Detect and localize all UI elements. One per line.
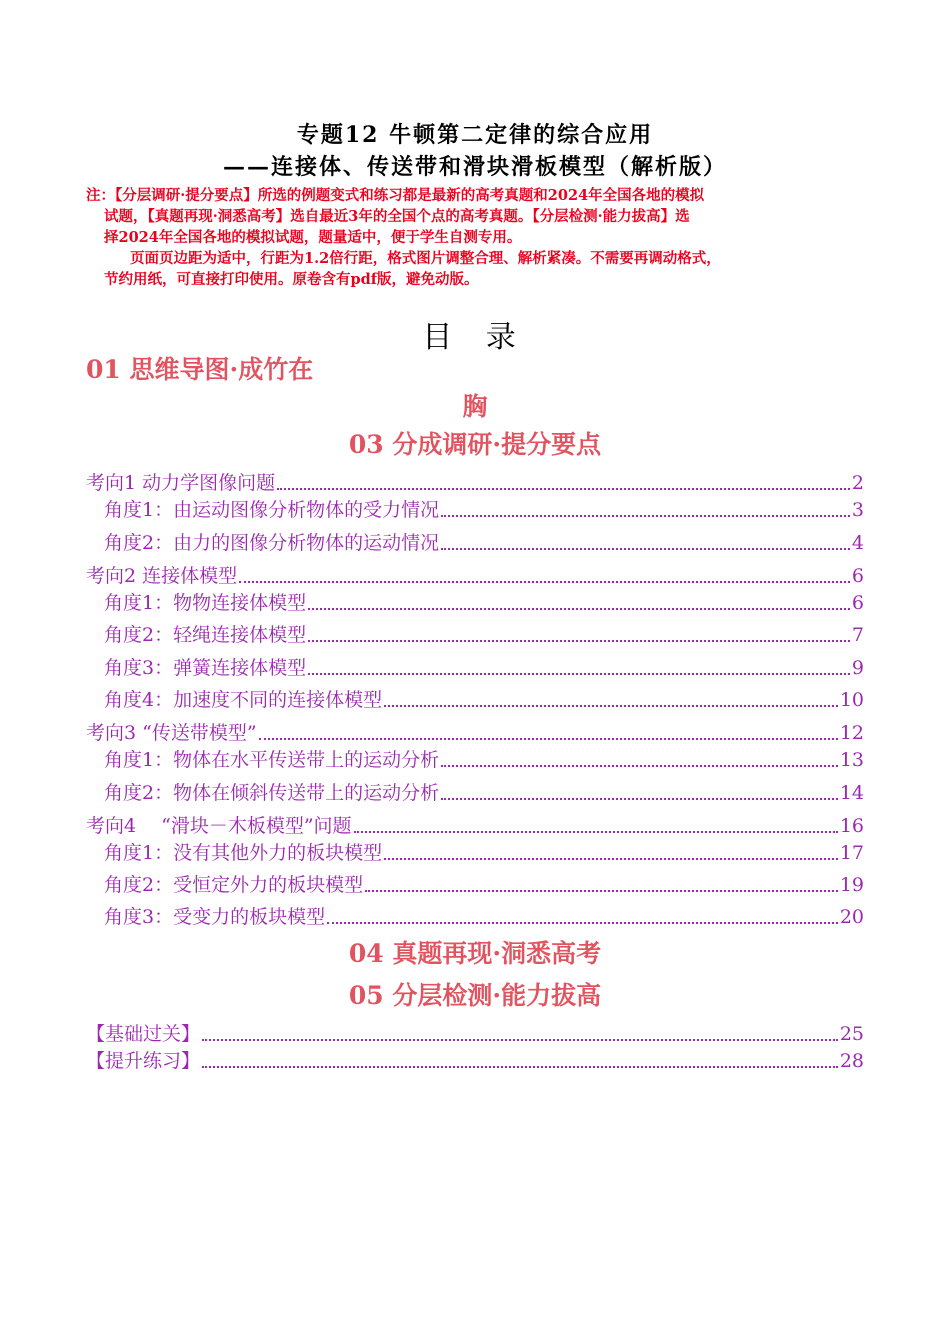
toc-entry-label: 角度1：物物连接体模型 xyxy=(104,592,307,614)
toc-entry[interactable] xyxy=(104,653,864,680)
toc-entry-page: 20 xyxy=(839,906,864,928)
toc-leader-dots xyxy=(327,922,838,924)
toc-entry-label: 角度2：轻绳连接体模型 xyxy=(104,624,307,646)
toc-entry-page: 9 xyxy=(851,657,864,679)
toc-entry-label: 角度3：受变力的板块模型 xyxy=(104,906,326,928)
toc-entry[interactable] xyxy=(86,1019,864,1046)
toc-entry[interactable] xyxy=(104,685,864,712)
toc-section-05[interactable]: 05 分层检测·能力拔高 xyxy=(348,981,602,1010)
toc-entry[interactable] xyxy=(86,811,864,838)
toc-entry-page: 6 xyxy=(851,592,864,614)
document-subtitle: ——连接体、传送带和滑块滑板模型（解析版） xyxy=(222,154,727,180)
toc-entry[interactable] xyxy=(104,745,864,772)
toc-leader-dots xyxy=(202,1039,838,1041)
toc-entry-label: 考向4 “滑块－木板模型”问题 xyxy=(86,815,352,837)
toc-entry-label: 角度2：物体在倾斜传送带上的运动分析 xyxy=(104,782,440,804)
toc-entry-page: 7 xyxy=(851,624,864,646)
toc-leader-dots xyxy=(441,798,838,800)
toc-entry[interactable] xyxy=(86,718,864,745)
toc-entry[interactable] xyxy=(86,1046,864,1073)
toc-entry-page: 12 xyxy=(839,722,864,744)
toc-leader-dots xyxy=(384,705,838,707)
toc-entry-page: 10 xyxy=(839,689,864,711)
toc-leader-dots xyxy=(441,765,838,767)
note-line: 注：【分层调研·提分要点】所选的例题变式和练习都是最新的高考真题和2024年全国各地的模拟 xyxy=(86,187,705,204)
toc-entry[interactable] xyxy=(104,902,864,929)
toc-entry-page: 13 xyxy=(839,749,864,771)
toc-section-01[interactable]: 01 思维导图·成竹在 xyxy=(86,355,314,384)
toc-entry-label: 角度2：受恒定外力的板块模型 xyxy=(104,874,364,896)
toc-entry-label: 考向1 动力学图像问题 xyxy=(86,472,276,494)
toc-entry-label: 角度1：物体在水平传送带上的运动分析 xyxy=(104,749,440,771)
toc-entry-page: 25 xyxy=(839,1023,864,1045)
toc-section-01-continued[interactable]: 胸 xyxy=(462,392,488,421)
toc-entry-page: 14 xyxy=(839,782,864,804)
toc-section-03[interactable]: 03 分成调研·提分要点 xyxy=(348,430,602,459)
note-line: 页面页边距为适中，行距为1.2倍行距，格式图片调整合理、解析紧凑。不需要再调动格式， xyxy=(130,250,721,267)
toc-entry-label: 角度4：加速度不同的连接体模型 xyxy=(104,689,383,711)
toc-leader-dots xyxy=(365,890,838,892)
toc-entry-page: 4 xyxy=(851,532,864,554)
toc-entry[interactable] xyxy=(104,495,864,522)
toc-entry-page: 17 xyxy=(839,842,864,864)
toc-entry-label: 角度1：由运动图像分析物体的受力情况 xyxy=(104,499,440,521)
toc-entry[interactable] xyxy=(104,838,864,865)
toc-entry[interactable] xyxy=(104,588,864,615)
toc-entry-page: 6 xyxy=(851,565,864,587)
toc-entry-page: 19 xyxy=(839,874,864,896)
toc-leader-dots xyxy=(441,515,850,517)
toc-leader-dots xyxy=(384,858,838,860)
toc-leader-dots xyxy=(308,608,850,610)
toc-entry-label: 【基础过关】 xyxy=(86,1023,201,1045)
toc-heading: 目 录 xyxy=(422,320,528,355)
toc-entry-label: 【提升练习】 xyxy=(86,1050,201,1072)
toc-entry[interactable] xyxy=(86,561,864,588)
toc-leader-dots xyxy=(308,673,850,675)
toc-entry-page: 28 xyxy=(839,1050,864,1072)
toc-entry-label: 角度3：弹簧连接体模型 xyxy=(104,657,307,679)
document-title: 专题12 牛顿第二定律的综合应用 xyxy=(296,122,654,148)
toc-entry[interactable] xyxy=(104,870,864,897)
toc-leader-dots xyxy=(259,738,838,740)
toc-entry-label: 考向2 连接体模型 xyxy=(86,565,238,587)
note-line: 试题，【真题再现·洞悉高考】选自最近3年的全国个点的高考真题。【分层检测·能力拔高】选 xyxy=(104,208,690,225)
toc-section-04[interactable]: 04 真题再现·洞悉高考 xyxy=(348,939,602,968)
toc-entry-label: 考向3 “传送带模型” xyxy=(86,722,257,744)
toc-entry[interactable] xyxy=(86,468,864,495)
toc-leader-dots xyxy=(239,581,850,583)
note-line: 择2024年全国各地的模拟试题，题量适中，便于学生自测专用。 xyxy=(104,229,522,246)
toc-entry-page: 3 xyxy=(851,499,864,521)
toc-leader-dots xyxy=(354,831,838,833)
toc-entry[interactable] xyxy=(104,620,864,647)
toc-entry-page: 16 xyxy=(839,815,864,837)
toc-entry[interactable] xyxy=(104,778,864,805)
toc-entry-label: 角度1：没有其他外力的板块模型 xyxy=(104,842,383,864)
toc-entry-page: 2 xyxy=(851,472,864,494)
toc-leader-dots xyxy=(308,640,850,642)
toc-leader-dots xyxy=(441,548,850,550)
toc-leader-dots xyxy=(277,488,850,490)
toc-entry-label: 角度2：由力的图像分析物体的运动情况 xyxy=(104,532,440,554)
toc-entry[interactable] xyxy=(104,528,864,555)
note-line: 节约用纸，可直接打印使用。原卷含有pdf版，避免动版。 xyxy=(104,271,479,288)
toc-leader-dots xyxy=(202,1066,838,1068)
